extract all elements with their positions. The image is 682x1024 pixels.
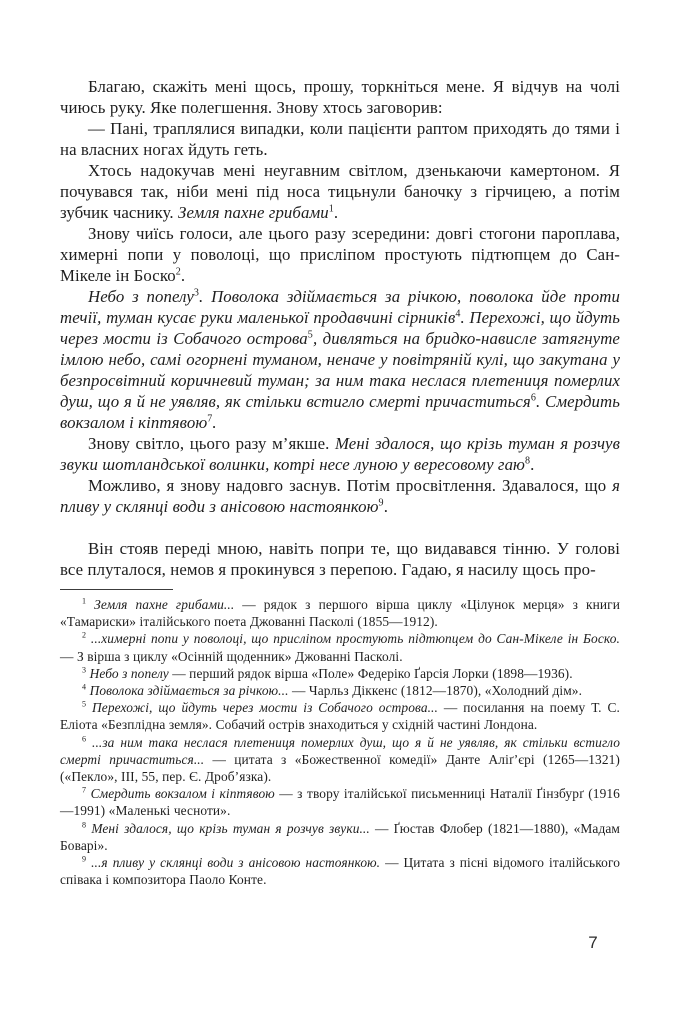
italic-text-run: Смердить вокзалом і кіптявою xyxy=(90,786,275,802)
page-text-block xyxy=(60,76,620,888)
footnote-number: 3 xyxy=(82,665,87,675)
paragraph xyxy=(60,475,620,517)
footnote xyxy=(60,665,620,682)
footnote xyxy=(60,785,620,819)
footnote-number: 5 xyxy=(82,699,87,709)
text-run: Хтось надокучав мені неугавним світлом, дзенькаючи камертоном. Я почувався так, ніби мені під носа тицьнули баночку з гірчицею, а потім зубчик часнику. xyxy=(60,161,620,222)
footnote xyxy=(60,596,620,630)
text-run: Він стояв переді мною, навіть попри те, що видавався тінню. У голові все плуталося, немов я прокинувся з перепою. Гадаю, я насилу щось про- xyxy=(60,539,620,579)
footnote-ref: 5 xyxy=(307,329,313,341)
italic-text-run: Земля пахне грибами... xyxy=(94,597,235,612)
footnote-number: 8 xyxy=(82,820,87,830)
italic-text-run: Мені здалося, що крізь туман я розчув звуки... xyxy=(91,820,370,836)
text-run: — Цитата з пісні відомого італійського співака і композитора Паоло Конте. xyxy=(60,855,621,888)
text-run: — Пані, траплялися випадки, коли пацієнти раптом приходять до тями і на власних ногах йдуть геть. xyxy=(60,119,620,159)
footnote-ref: 7 xyxy=(207,413,213,425)
footnote-number: 6 xyxy=(82,734,87,744)
paragraph xyxy=(60,160,620,223)
paragraph xyxy=(60,118,620,160)
paragraph xyxy=(60,76,620,118)
text-run: — посилання на поему Т. С. Еліота «Безплідна земля». Собачий острів знаходиться у східній частині Лондона. xyxy=(60,700,620,733)
footnote-ref: 2 xyxy=(175,266,181,278)
italic-text-run: ...за ним така неслася плетениця померлих душ, що я й не уявляв, як стільки встигло смерті причаститься... xyxy=(60,734,620,767)
footnote-ref: 8 xyxy=(525,455,531,467)
text-run: Знову чиїсь голоси, але цього разу зсередини: довгі стогони пароплава, химерні попи у поволоці, що присліпом простують підтюпцем до Сан-Мікеле ін Боско xyxy=(60,224,620,285)
footnote-ref: 9 xyxy=(378,497,384,509)
italic-text-run: ...я пливу у склянці води з анісовою настоянкою. xyxy=(91,855,381,871)
text-run: . xyxy=(383,497,388,516)
text-run: . xyxy=(530,455,535,474)
italic-text-run: Небо з попелу xyxy=(88,287,194,306)
italic-text-run: Поволока здіймається за річкою... xyxy=(89,683,289,699)
footnote xyxy=(60,699,620,733)
text-run: — З вірша з циклу «Осінній щоденник» Джованні Пасколі. xyxy=(60,648,403,664)
footnote xyxy=(60,854,620,888)
italic-text-run: Земля пахне грибами xyxy=(178,203,329,222)
text-run: — Чарльз Діккенс (1812—1870), «Холодний дім». xyxy=(288,683,583,699)
footnote xyxy=(60,820,620,854)
text-run: — рядок з першого вірша циклу «Цілунок мерця» з книги «Тамариски» італійського поета Джованні Пасколі (1855—1912). xyxy=(60,597,620,630)
text-run: Знову світло, цього разу м’якше. xyxy=(88,434,335,453)
paragraph xyxy=(60,286,620,433)
text-run: — перший рядок вірша «Поле» Федеріко Ґарсія Лорки (1898—1936). xyxy=(168,665,573,681)
italic-text-run: Небо з попелу xyxy=(89,665,169,681)
footnote-ref: 6 xyxy=(530,392,536,404)
italic-text-run: . xyxy=(212,413,217,432)
italic-text-run: . Перехожі, що йдуть через мости із Собачого острова xyxy=(60,308,620,348)
text-run: Благаю, скажіть мені щось, прошу, торкніться мене. Я відчув на чолі чиюсь руку. Яке полегшення. Знову хтось заговорив: xyxy=(60,77,620,117)
footnote-number: 2 xyxy=(82,630,87,640)
paragraph xyxy=(60,538,620,580)
footnotes-section xyxy=(60,596,620,888)
footnote xyxy=(60,682,620,699)
footnote-ref: 3 xyxy=(193,287,200,299)
footnote-number: 9 xyxy=(82,854,87,864)
italic-text-run: Мені здалося, що крізь туман я розчув звуки шотландської волинки, котрі несе луною у вересовому гаю xyxy=(60,434,620,474)
italic-text-run: . Смердить вокзалом і кіптявою xyxy=(60,392,620,432)
text-run: — Ґюстав Флобер (1821—1880), «Мадам Боварі». xyxy=(60,820,620,853)
footnote-separator xyxy=(60,589,173,590)
footnote-number: 7 xyxy=(82,785,87,795)
italic-text-run: ...химерні попи у поволоці, що присліпом простують підтюпцем до Сан-Мікеле ін Боско. xyxy=(90,631,620,647)
footnote-ref: 1 xyxy=(328,203,334,215)
italic-text-run: я пливу у склянці води з анісовою настоянкою xyxy=(60,476,620,516)
footnote xyxy=(60,734,620,786)
italic-text-run: . Поволока здіймається за річкою, поволока йде проти течії, туман кусає руки маленької продавчині сірників xyxy=(60,287,620,327)
paragraph xyxy=(60,223,620,286)
footnote-ref: 4 xyxy=(455,308,461,320)
text-run: — цитата з «Божественної комедії» Данте Аліґ’єрі (1265—1321) («Пекло», ІІІ, 55, пер. Є. Дроб’язка). xyxy=(60,751,620,785)
paragraph xyxy=(60,433,620,475)
text-run: Можливо, я знову надовго заснув. Потім просвітлення. Здавалося, що xyxy=(88,476,613,495)
footnote-number: 1 xyxy=(82,596,87,606)
text-run: . xyxy=(180,266,186,285)
italic-text-run: Перехожі, що йдуть через мости із Собачого острова... xyxy=(92,700,438,716)
body-text xyxy=(60,76,620,580)
text-run: . xyxy=(333,203,339,222)
italic-text-run: , дивляться на бридко-нависле затягнуте імлою небо, самі огорнені туманом, неначе у повітряній кулі, що закутана у безпросвітний коричневий туман; за ним така неслася плетениця померлих душ, що я й не уявляв, як стільки встигло смерті причаститься xyxy=(60,329,620,411)
footnote xyxy=(60,630,620,664)
page-number: 7 xyxy=(588,933,598,952)
footnote-number: 4 xyxy=(82,682,87,692)
text-run: — з твору італійської письменниці Наталії Ґінзбурґ (1916—1991) «Маленькі чесноти». xyxy=(60,786,620,819)
